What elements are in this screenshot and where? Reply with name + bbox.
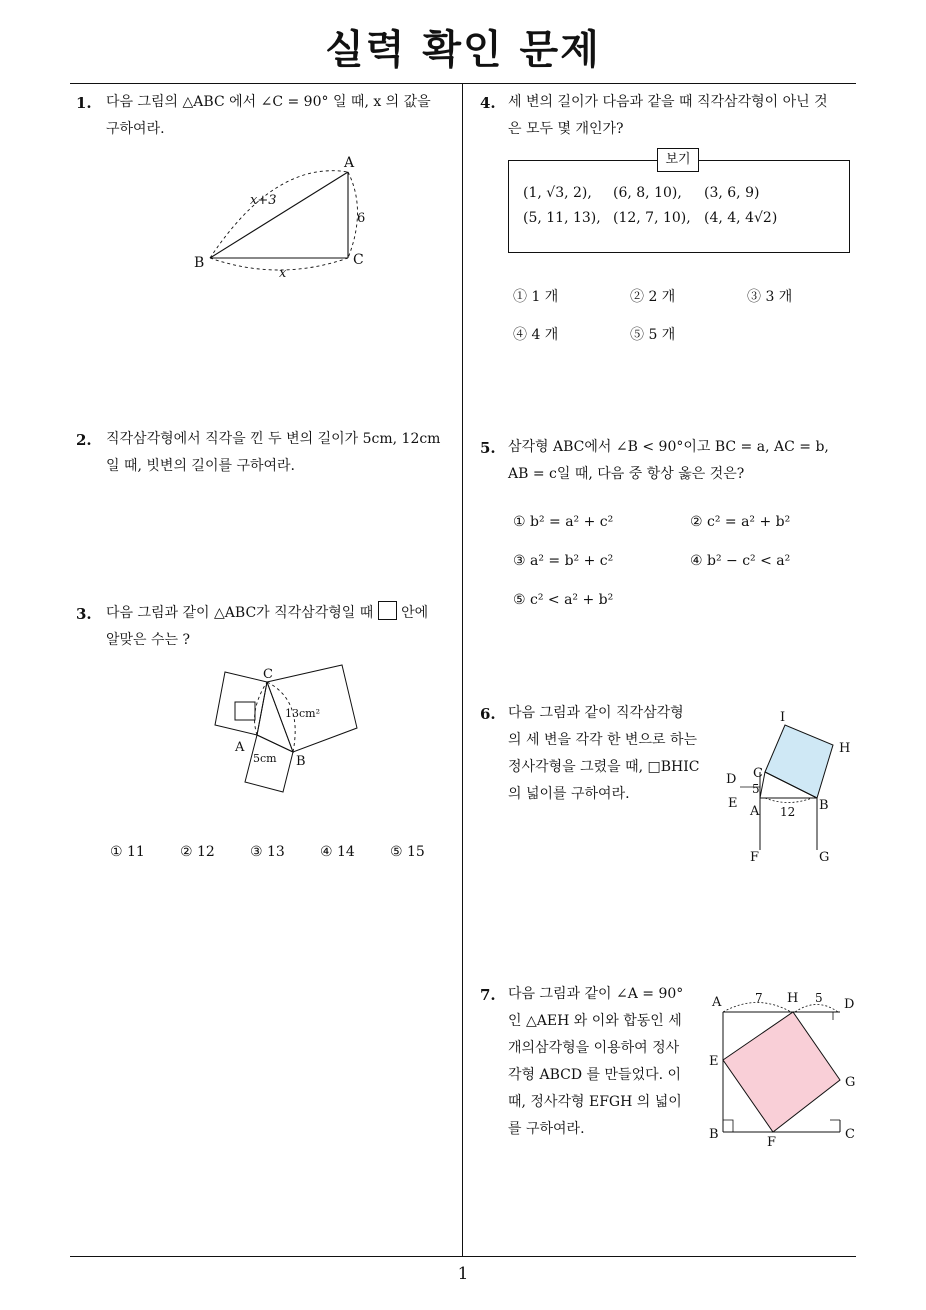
q3-option-4[interactable]: ④ 14	[320, 844, 355, 860]
q1-label-base: x	[279, 266, 287, 281]
q5-number: 5.	[480, 439, 496, 457]
q7-text	[508, 981, 683, 1143]
page-title: 실력 확인 문제	[325, 27, 601, 73]
q2-number: 2.	[76, 431, 92, 449]
q3-label-c: C	[263, 667, 273, 682]
q2-text	[106, 426, 440, 480]
q1-label-a: A	[344, 155, 355, 171]
q7-square-figure	[705, 985, 865, 1150]
q4-option-5[interactable]: ⑤ 5 개	[630, 327, 676, 343]
q4-number: 4.	[480, 94, 496, 112]
q4-option-4[interactable]: ④ 4 개	[513, 327, 559, 343]
q4-option-2[interactable]: ② 2 개	[630, 289, 676, 305]
q7-line1: 다음 그림과 같이 ∠A = 90°	[508, 986, 684, 1002]
q6-text	[508, 700, 699, 808]
q3-number: 3.	[76, 605, 92, 623]
q4-bogi-item-2: (6, 8, 10),	[613, 185, 682, 201]
q3-answer-box	[378, 601, 397, 620]
q4-bogi-box	[508, 160, 850, 253]
q6-label-b: B	[819, 798, 829, 813]
bottom-rule	[70, 1256, 856, 1257]
q7-line6: 를 구하여라.	[508, 1121, 585, 1137]
q4-bogi-item-3: (3, 6, 9)	[704, 185, 760, 201]
center-divider	[462, 83, 463, 1256]
q4-line1: 세 변의 길이가 다음과 같을 때 직각삼각형이 아닌 것	[508, 94, 828, 110]
q6-label-i: I	[780, 710, 786, 725]
q1-text	[106, 89, 431, 143]
q6-label-a: A	[750, 804, 760, 819]
q7-label-g: G	[845, 1075, 856, 1090]
q6-label-c: C	[753, 766, 763, 781]
q3-line2: 알맞은 수는 ?	[106, 632, 191, 648]
q3-option-5[interactable]: ⑤ 15	[390, 844, 425, 860]
q3-line1	[106, 600, 428, 627]
q6-square-figure	[720, 705, 865, 865]
q3-pythagoras-figure	[195, 660, 370, 800]
q4-bogi-item-1: (1, √3, 2),	[523, 185, 592, 201]
q7-label-b: B	[709, 1127, 719, 1142]
q7-line3: 개의삼각형을 이용하여 정사	[508, 1040, 680, 1056]
q5-option-5[interactable]: ⑤ c² < a² + b²	[513, 592, 614, 608]
q1-number: 1.	[76, 94, 92, 112]
q6-line1: 다음 그림과 같이 직각삼각형	[508, 705, 684, 721]
q3-text	[106, 600, 428, 654]
q1-label-hyp: x+3	[250, 193, 277, 208]
q3-label-side: 5cm	[253, 752, 277, 765]
q6-line4: 의 넓이를 구하여라.	[508, 786, 630, 802]
q4-bogi-item-5: (12, 7, 10),	[613, 210, 691, 226]
q1-label-b: B	[194, 255, 205, 271]
q2-line2: 일 때, 빗변의 길이를 구하여라.	[106, 458, 295, 474]
q5-option-4[interactable]: ④ b² − c² < a²	[690, 553, 791, 569]
q7-number: 7.	[480, 986, 496, 1004]
q4-bogi-item-6: (4, 4, 4√2)	[704, 210, 778, 226]
q4-line2: 은 모두 몇 개인가?	[508, 121, 624, 137]
q5-option-2[interactable]: ② c² = a² + b²	[690, 514, 791, 530]
q7-line2: 인 △AEH 와 이와 합동인 세	[508, 1013, 682, 1029]
q3-line1-a: 다음 그림과 같이 △ABC가 직각삼각형일 때	[106, 605, 374, 621]
q6-line3: 정사각형을 그렸을 때, □BHIC	[508, 759, 700, 775]
q7-label-h: H	[787, 991, 799, 1006]
q5-option-3[interactable]: ③ a² = b² + c²	[513, 553, 614, 569]
q6-label-5: 5	[752, 782, 760, 796]
q2-line1: 직각삼각형에서 직각을 낀 두 변의 길이가 5cm, 12cm	[106, 431, 441, 447]
q6-number: 6.	[480, 705, 496, 723]
q7-line5: 때, 정사각형 EFGH 의 넓이	[508, 1094, 682, 1110]
q6-label-g: G	[819, 850, 830, 865]
q7-label-d: D	[844, 997, 855, 1012]
q3-option-3[interactable]: ③ 13	[250, 844, 285, 860]
q4-option-3[interactable]: ③ 3 개	[747, 289, 793, 305]
q1-line1: 다음 그림의 △ABC 에서 ∠C = 90° 일 때, x 의 값을	[106, 94, 431, 110]
q4-bogi-label: 보기	[657, 148, 699, 172]
q4-option-1[interactable]: ① 1 개	[513, 289, 559, 305]
q7-line4: 각형 ABCD 를 만들었다. 이	[508, 1067, 682, 1083]
q6-label-h: H	[839, 741, 851, 756]
q7-label-7: 7	[755, 991, 763, 1005]
q6-label-e: E	[728, 796, 738, 811]
q3-option-2[interactable]: ② 12	[180, 844, 215, 860]
q1-label-c: C	[353, 252, 364, 268]
q3-option-1[interactable]: ① 11	[110, 844, 145, 860]
top-rule	[70, 83, 856, 84]
page-number: 1	[457, 1264, 469, 1284]
q6-label-f: F	[750, 850, 760, 865]
q6-line2: 의 세 변을 각각 한 변으로 하는	[508, 732, 697, 748]
q5-text	[508, 434, 829, 488]
q7-label-a: A	[712, 995, 722, 1010]
q7-label-c: C	[845, 1127, 855, 1142]
q6-label-12: 12	[780, 805, 796, 819]
q5-line2: AB = c일 때, 다음 중 항상 옳은 것은?	[508, 466, 745, 482]
q1-label-side: 6	[357, 211, 366, 226]
q5-line1: 삼각형 ABC에서 ∠B < 90°이고 BC = a, AC = b,	[508, 439, 829, 455]
q4-text	[508, 89, 828, 143]
q5-option-1[interactable]: ① b² = a² + c²	[513, 514, 614, 530]
q3-label-area: 13cm²	[285, 707, 320, 720]
q1-triangle-figure	[185, 150, 385, 285]
q6-label-d: D	[726, 772, 737, 787]
q3-label-a: A	[235, 740, 245, 755]
q3-label-b: B	[296, 754, 306, 769]
q7-label-e: E	[709, 1054, 719, 1069]
q7-label-f: F	[767, 1135, 777, 1150]
q4-bogi-item-4: (5, 11, 13),	[523, 210, 601, 226]
q1-line2: 구하여라.	[106, 121, 165, 137]
q3-line1-b: 안에	[401, 605, 429, 621]
q7-label-5: 5	[815, 991, 823, 1005]
